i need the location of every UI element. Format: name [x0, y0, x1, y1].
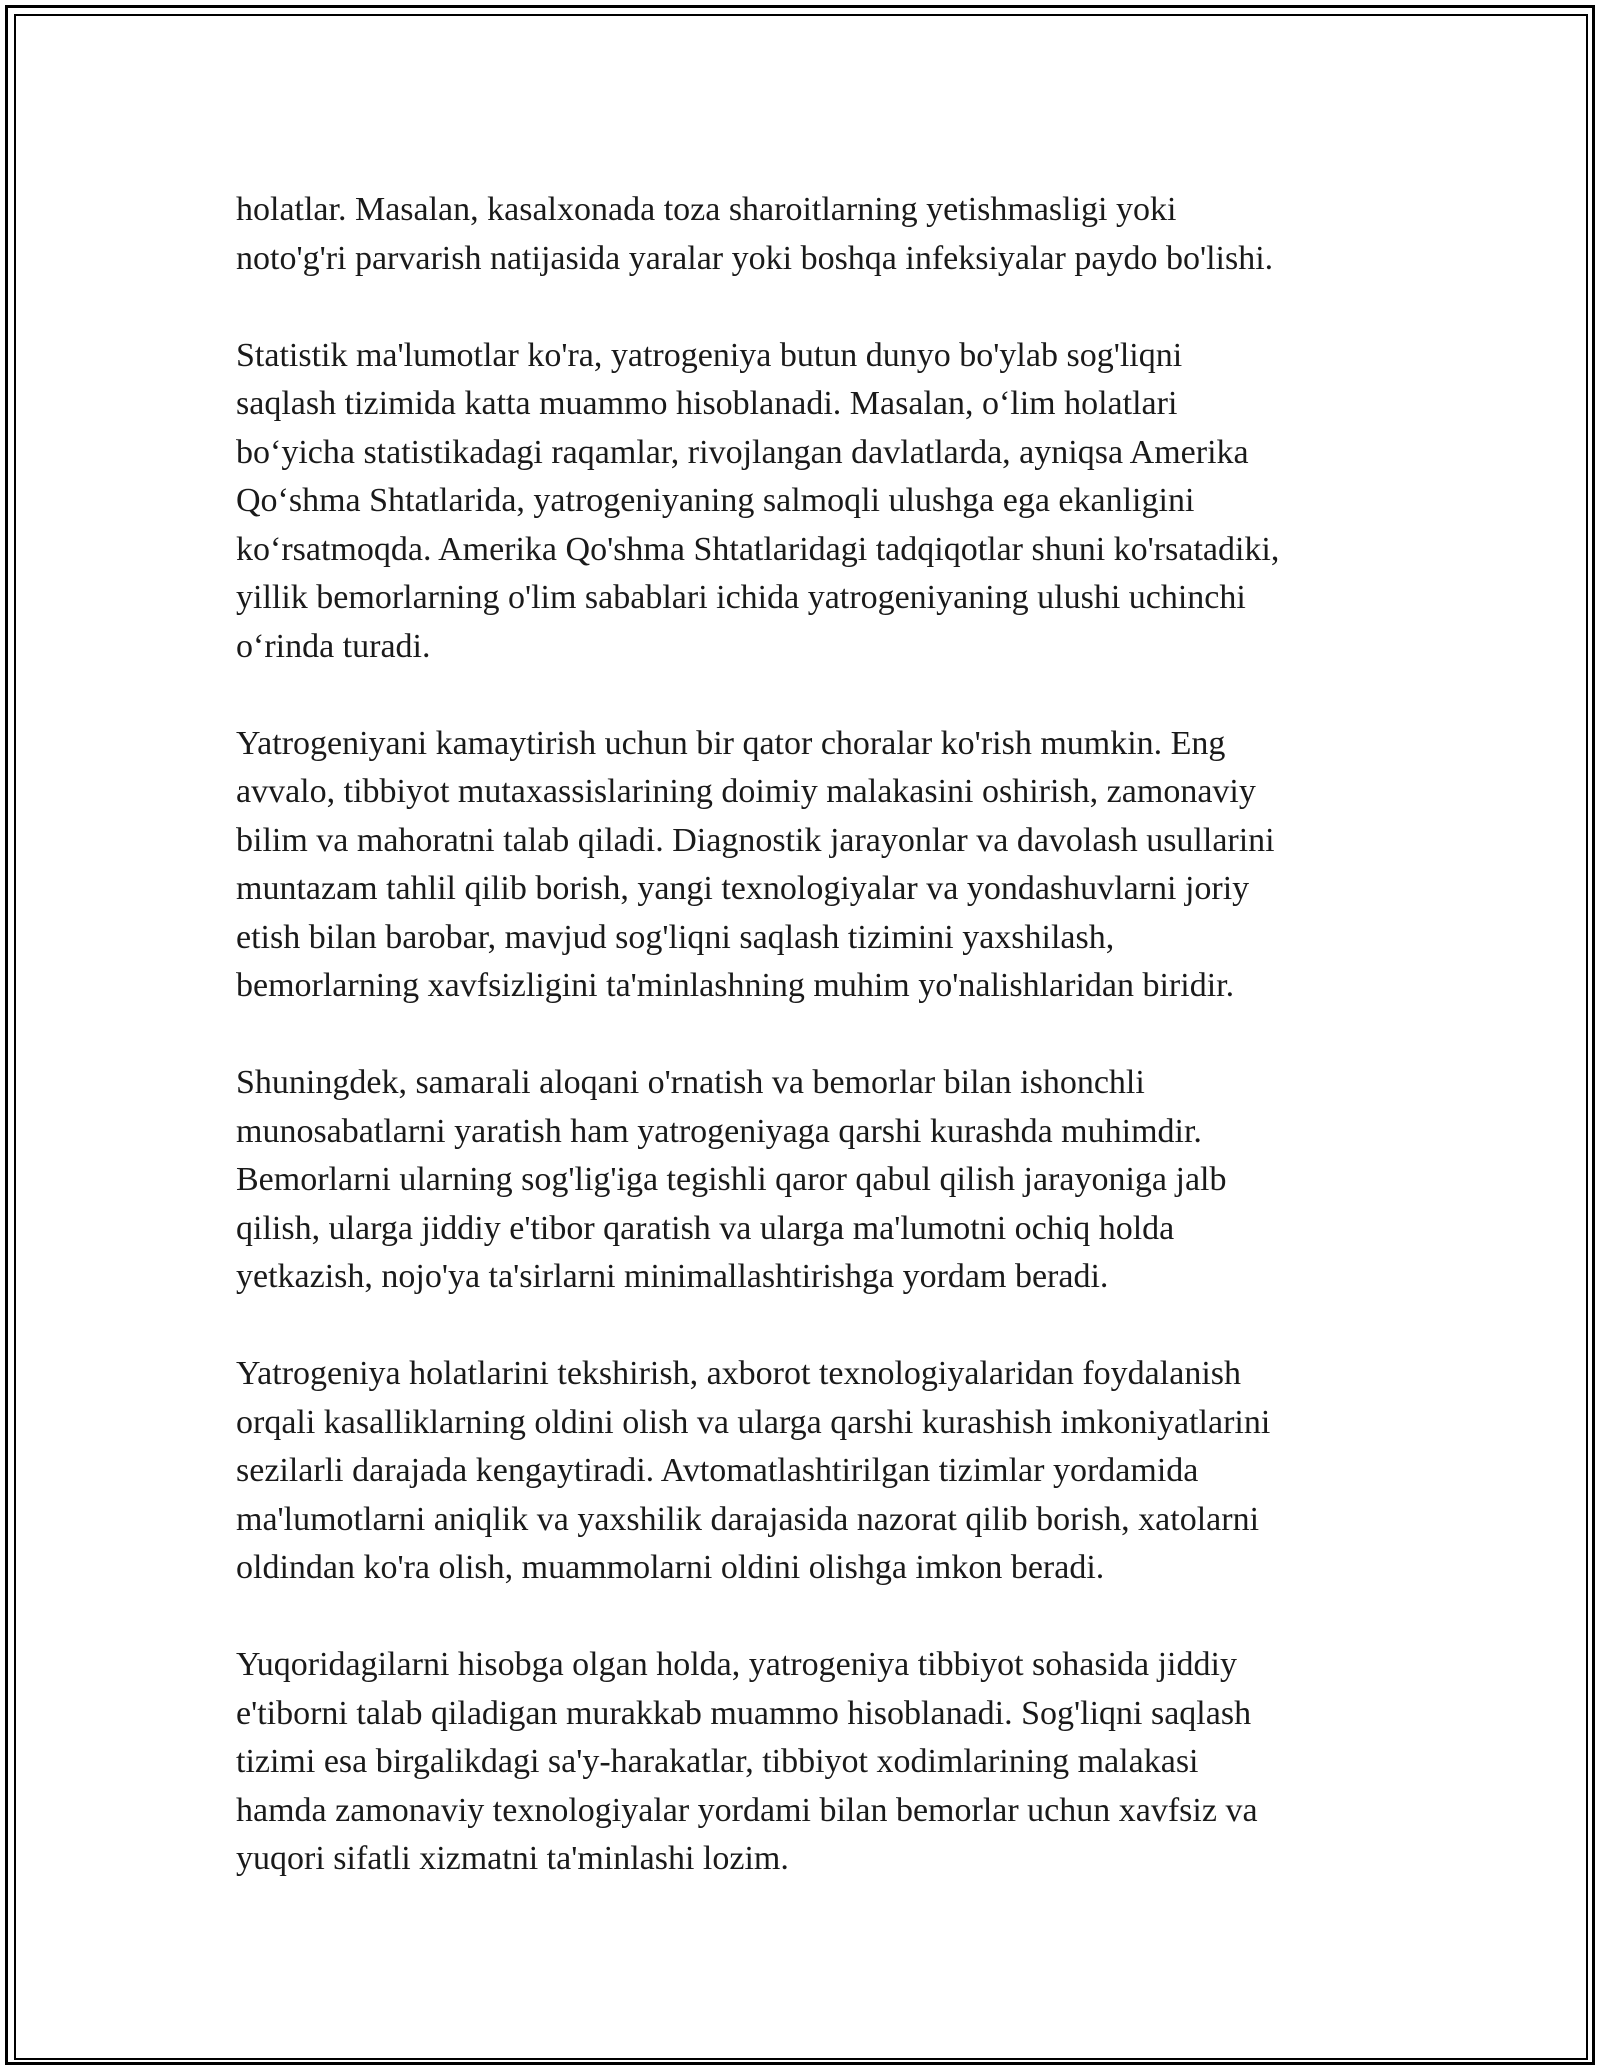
text-line: bilim va mahoratni talab qiladi. Diagnostik jarayonlar va davolash usullarini	[236, 821, 1275, 859]
text-line: Qo‘shma Shtatlarida, yatrogeniyaning salmoqli ulushga ega ekanligini	[236, 482, 1195, 519]
text-line: hamda zamonaviy texnologiyalar yordami bilan bemorlar uchun xavfsiz va	[236, 1791, 1258, 1829]
text-line: tizimi esa birgalikdagi sa'y-harakatlar, tibbiyot xodimlarining malakasi	[236, 1743, 1199, 1780]
text-line: yillik bemorlarning o'lim sabablari ichida yatrogeniyaning ulushi uchinchi	[236, 579, 1246, 616]
text-line: munosabatlarni yaratish ham yatrogeniyaga qarshi kurashda muhimdir.	[236, 1112, 1202, 1150]
document-body	[236, 186, 1386, 1932]
paragraph	[236, 720, 1386, 1011]
text-line: e'tiborni talab qiladigan murakkab muammo hisoblanadi. Sog'liqni saqlash	[236, 1694, 1252, 1732]
paragraph	[236, 1350, 1386, 1593]
text-line: Yuqoridagilarni hisobga olgan holda, yatrogeniya tibbiyot sohasida jiddiy	[236, 1646, 1237, 1683]
text-line: oldindan ko'ra olish, muammolarni oldini olishga imkon beradi.	[236, 1549, 1105, 1586]
text-line: yuqori sifatli xizmatni ta'minlashi lozim.	[236, 1840, 789, 1877]
text-line: o‘rinda turadi.	[236, 627, 431, 665]
text-line: ma'lumotlarni aniqlik va yaxshilik darajasida nazorat qilib borish, xatolarni	[236, 1500, 1260, 1538]
paragraph	[236, 186, 1386, 283]
paragraph	[236, 332, 1386, 672]
text-line: holatlar. Masalan, kasalxonada toza sharoitlarning yetishmasligi yoki	[236, 191, 1177, 228]
text-line: Yatrogeniya holatlarini tekshirish, axborot texnologiyalaridan foydalanish	[236, 1355, 1241, 1392]
text-line: Statistik ma'lumotlar ko'ra, yatrogeniya butun dunyo bo'ylab sog'liqni	[236, 336, 1183, 374]
text-line: Yatrogeniyani kamaytirish uchun bir qator choralar ko'rish mumkin. Eng	[236, 724, 1226, 762]
text-line: sezilarli darajada kengaytiradi. Avtomatlashtirilgan tizimlar yordamida	[236, 1452, 1199, 1489]
text-line: muntazam tahlil qilib borish, yangi texnologiyalar va yondashuvlarni joriy	[236, 870, 1250, 907]
text-line: etish bilan barobar, mavjud sog'liqni saqlash tizimini yaxshilash,	[236, 918, 1115, 956]
text-line: bo‘yicha statistikadagi raqamlar, rivojlangan davlatlarda, ayniqsa Amerika	[236, 433, 1249, 471]
text-line: orqali kasalliklarning oldini olish va ularga qarshi kurashish imkoniyatlarini	[236, 1403, 1271, 1441]
paragraph	[236, 1059, 1386, 1302]
text-line: avvalo, tibbiyot mutaxassislarining doimiy malakasini oshirish, zamonaviy	[236, 773, 1256, 810]
paragraph	[236, 1641, 1386, 1884]
text-line: bemorlarning xavfsizligini ta'minlashning muhim yo'nalishlaridan biridir.	[236, 967, 1235, 1004]
text-line: noto'g'ri parvarish natijasida yaralar yoki boshqa infeksiyalar paydo bo'lishi.	[236, 239, 1274, 277]
text-line: saqlash tizimida katta muammo hisoblanadi. Masalan, o‘lim holatlari	[236, 385, 1178, 422]
text-line: qilish, ularga jiddiy e'tibor qaratish va ularga ma'lumotni ochiq holda	[236, 1209, 1175, 1247]
text-line: Bemorlarni ularning sog'lig'iga tegishli qaror qabul qilish jarayoniga jalb	[236, 1161, 1227, 1198]
text-line: yetkazish, nojo'ya ta'sirlarni minimallashtirishga yordam beradi.	[236, 1258, 1109, 1295]
text-line: Shuningdek, samarali aloqani o'rnatish va bemorlar bilan ishonchli	[236, 1064, 1145, 1101]
text-line: ko‘rsatmoqda. Amerika Qo'shma Shtatlaridagi tadqiqotlar shuni ko'rsatadiki,	[236, 530, 1280, 568]
